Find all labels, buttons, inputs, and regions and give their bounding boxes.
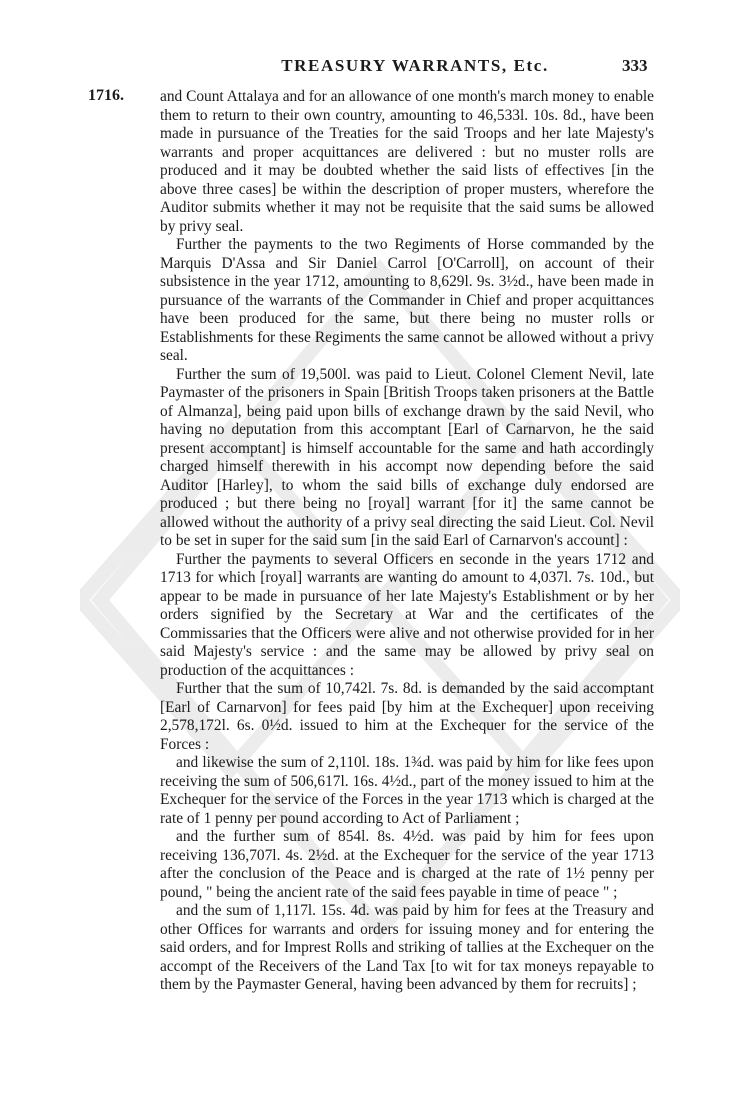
paragraph: and likewise the sum of 2,110l. 18s. 1¾d. was paid by him for like fees upon receiving the sum of 506,617l. 16s. 4½d., part of the money issued to him at the Exchequer for the service of the Forces in the year 1713 which is charged at the rate of 1 penny per pound according to Act of Parliament ; (160, 754, 654, 827)
paragraph: Further that the sum of 10,742l. 7s. 8d. is demanded by the said accomptant [Earl of Carnarvon] for fees paid [by him at the Exchequer] upon receiving 2,578,172l. 6s. 0½d. issued to him at the Exchequer for the service of the Forces : (160, 680, 654, 753)
paragraph: and Count Attalaya and for an allowance of one month's march money to enable them to return to their own country, amounting to 46,533l. 10s. 8d., have been made in pursuance of the Treaties for the said Troops and her late Majesty's warrants and proper acquittances are delivered : but no muster rolls are produced and it may be doubted whether the said lists of effectives [in the above three cases] be within the description of proper musters, wherefore the Auditor submits whether it may not be requisite that the said sums be allowed by privy seal. (160, 88, 654, 235)
running-head: TREASURY WARRANTS, Etc. (281, 56, 549, 75)
margin-year: 1716. (88, 87, 124, 104)
paragraph: and the further sum of 854l. 8s. 4½d. was paid by him for fees upon receiving 136,707l. 4s. 2½d. at the Exchequer for the service of the year 1713 after the conclusion of the Peace and is charged at the rate of 1½ penny per pound, " being the ancient rate of the said fees payable in time of peace " ; (160, 828, 654, 901)
body-text (160, 88, 654, 995)
paragraph: Further the sum of 19,500l. was paid to Lieut. Colonel Clement Nevil, late Paymaster of the prisoners in Spain [British Troops taken prisoners at the Battle of Almanza], being paid upon bills of exchange drawn by the said Nevil, who having no deputation from this accomptant [Earl of Carnarvon, he the said present accomptant] is himself accountable for the same and hath accordingly charged himself therewith in his accompt now depending before the said Auditor [Harley], to whom the said bills of exchange duly endorsed are produced ; but there being no [royal] warrant [for it] the same cannot be allowed without the authority of a privy seal directing the said Lieut. Col. Nevil to be set in super for the said sum [in the said Earl of Carnarvon's account] : (160, 365, 654, 549)
paragraph: and the sum of 1,117l. 15s. 4d. was paid by him for fees at the Treasury and other Offices for warrants and orders for issuing money and for entering the said orders, and for Imprest Rolls and striking of tallies at the Exchequer on the accompt of the Receivers of the Land Tax [to wit for tax moneys repayable to them by the Paymaster General, having been advanced by them for recruits] ; (160, 902, 654, 993)
paragraph: Further the payments to several Officers en seconde in the years 1712 and 1713 for which [royal] warrants are wanting do amount to 4,037l. 7s. 10d., but appear to be made in pursuance of her late Majesty's Establishment or by her orders signified by the Secretary at War and the certificates of the Commissaries that the Officers were alive and not otherwise provided for in her said Majesty's service : and the same may be allowed by privy seal on production of the acquittances : (160, 550, 654, 679)
paragraph: Further the payments to the two Regiments of Horse commanded by the Marquis D'Assa and Sir Daniel Carrol [O'Carroll], on account of their subsistence in the year 1712, amounting to 8,629l. 9s. 3½d., have been made in pursuance of the warrants of the Commander in Chief and proper acquittances have been produced for the same, but there being no muster rolls or Establishments for these Regiments the same cannot be allowed without a privy seal. (160, 236, 654, 364)
page-header (0, 0, 754, 104)
page-number: 333 (622, 56, 648, 75)
